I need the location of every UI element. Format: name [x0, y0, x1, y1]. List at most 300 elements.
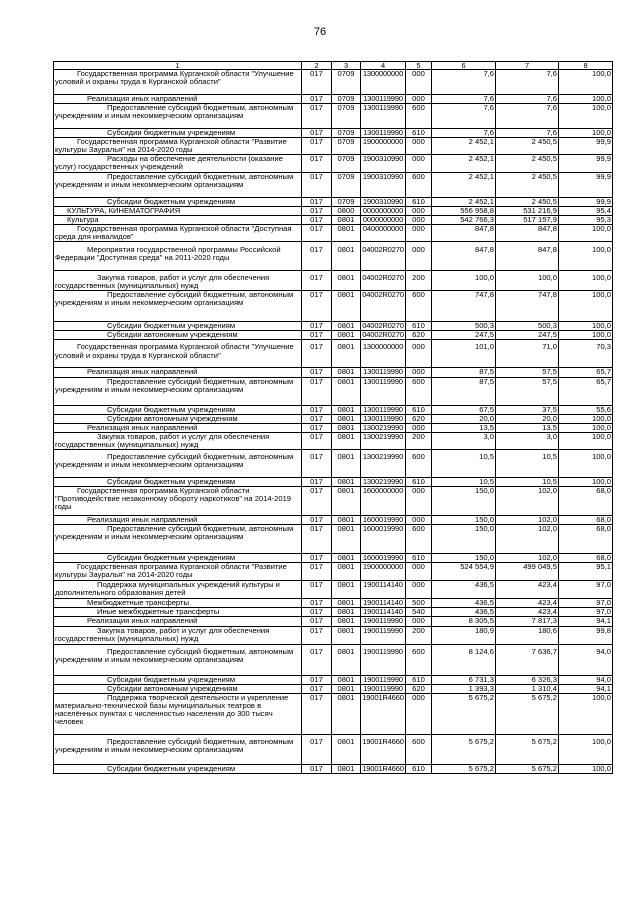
row-percent-cell: 68,0	[559, 525, 613, 554]
row-name-text: КУЛЬТУРА, КИНЕМАТОГРАФИЯ	[67, 206, 181, 215]
row-executed-cell: 57,5	[496, 368, 559, 377]
row-target-article-cell: 19001R4660	[361, 734, 406, 764]
row-name-cell	[54, 675, 302, 684]
row-planned-cell: 7,6	[432, 70, 496, 95]
row-section-cell: 0801	[332, 734, 361, 764]
header-cell: 3	[332, 62, 361, 70]
table-row	[54, 487, 613, 516]
row-target-article-cell: 1900310990	[361, 197, 406, 206]
row-name-cell	[54, 138, 302, 155]
row-target-article-cell: 1300119990	[361, 129, 406, 138]
row-grbs-cell: 017	[302, 104, 332, 129]
table-row	[54, 675, 613, 684]
row-name-text: Субсидии бюджетным учреждениям	[107, 321, 236, 331]
row-percent-cell: 100,0	[559, 423, 613, 432]
row-section-cell: 0801	[332, 331, 361, 340]
row-percent-cell: 100,0	[559, 734, 613, 764]
row-target-article-cell: 0000000000	[361, 215, 406, 224]
table-row	[54, 368, 613, 377]
row-planned-cell: 10,5	[432, 477, 496, 486]
row-planned-cell: 524 554,9	[432, 563, 496, 581]
row-expense-type-cell: 000	[406, 563, 432, 581]
row-expense-type-cell: 600	[406, 377, 432, 405]
row-target-article-cell: 04002R0270	[362, 321, 404, 331]
row-target-article-cell: 1900114140	[361, 581, 406, 599]
row-name-cell	[54, 449, 302, 477]
row-expense-type-cell: 600	[406, 525, 432, 554]
row-planned-cell: 2 452,1	[432, 172, 496, 197]
row-planned-cell: 87,5	[432, 377, 496, 405]
table-row	[54, 684, 613, 693]
row-name-text: Предоставление субсидий бюджетным, автономным учреждениям и иным некоммерческим организациям	[55, 736, 294, 754]
table-row	[54, 525, 613, 554]
row-expense-type-cell: 620	[406, 414, 432, 423]
row-section-cell: 0801	[332, 554, 361, 563]
row-name-text: Предоставление субсидий бюджетным, автономным учреждениям и иным некоммерческим организациям	[55, 524, 294, 542]
row-target-article-cell: 1900000000	[361, 563, 406, 581]
row-planned-cell: 5 675,2	[432, 764, 496, 773]
table-row	[54, 477, 613, 486]
row-section-cell: 0801	[332, 617, 361, 626]
row-name-text: Мероприятия государственной программы Российской Федерации "Доступная среда" на 2011-2020 годы	[55, 245, 281, 263]
row-planned-cell: 5 675,2	[432, 693, 496, 734]
row-grbs-cell: 017	[302, 242, 332, 271]
row-expense-type-cell: 610	[406, 554, 432, 563]
row-section-cell: 0801	[332, 626, 361, 644]
row-name-text: Закупка товаров, работ и услуг для обеспечения государственных (муниципальных) нужд	[55, 432, 270, 449]
row-expense-type-cell: 000	[406, 368, 432, 377]
row-name-text: Реализация иных направлений	[87, 423, 198, 432]
row-planned-cell: 542 766,3	[432, 215, 496, 224]
row-grbs-cell: 017	[302, 764, 332, 773]
row-target-article-cell: 04002R0270	[361, 291, 406, 322]
table-row	[54, 95, 613, 104]
row-expense-type-cell: 540	[406, 608, 432, 617]
row-expense-type-cell: 610	[406, 764, 432, 773]
header-row	[54, 62, 613, 70]
row-target-article-cell: 1300119990	[361, 377, 406, 405]
row-planned-cell: 2 452,1	[432, 138, 496, 155]
row-name-cell	[54, 516, 302, 525]
table-row	[54, 129, 613, 138]
row-name-text: Предоставление субсидий бюджетным, автономным учреждениям и иным некоммерческим организациям	[55, 290, 294, 308]
row-expense-type-cell: 600	[406, 449, 432, 477]
row-section-cell: 0709	[332, 197, 361, 206]
row-name-text: Субсидии бюджетным учреждениям	[107, 405, 236, 414]
row-executed-cell: 5 675,2	[496, 764, 559, 773]
table-row	[54, 414, 613, 423]
row-name-text: Закупка товаров, работ и услуг для обеспечения государственных (муниципальных) нужд	[55, 626, 270, 643]
row-grbs-cell: 017	[302, 70, 332, 95]
row-target-article-cell: 1600000000	[361, 487, 406, 516]
row-target-article-cell: 04002R0270	[361, 242, 406, 271]
table-row	[54, 377, 613, 405]
row-executed-cell: 100,0	[496, 271, 559, 291]
row-target-article-cell: 1900119990	[361, 675, 406, 684]
row-percent-cell: 100,0	[559, 129, 613, 138]
row-planned-cell: 67,5	[432, 405, 496, 414]
row-section-cell: 0801	[332, 563, 361, 581]
row-planned-cell: 180,9	[432, 626, 496, 644]
row-section-cell: 0801	[332, 405, 361, 414]
row-expense-type-cell: 600	[406, 734, 432, 764]
row-grbs-cell: 017	[302, 138, 332, 155]
row-target-article-cell: 1300219990	[361, 423, 406, 432]
row-name-text: Государственная программа Курганской области "Улучшение условий и охраны труда в Курганской области"	[55, 69, 294, 87]
row-name-text: Поддержка творческой деятельности и укрепление материально-технической базы муниципальных театров в населённых пунктах с численностью населения до 300 тысяч человек	[55, 693, 289, 726]
row-grbs-cell: 017	[302, 172, 332, 197]
row-executed-cell: 247,5	[496, 331, 559, 340]
row-expense-type-cell: 000	[406, 693, 432, 734]
row-name-cell	[54, 734, 302, 764]
table-row	[54, 516, 613, 525]
row-section-cell: 0801	[332, 516, 361, 525]
row-expense-type-cell: 500	[406, 599, 432, 608]
row-name-cell	[54, 215, 302, 224]
row-executed-cell: 57,5	[496, 377, 559, 405]
row-name-cell	[54, 599, 302, 608]
row-grbs-cell: 017	[302, 271, 332, 291]
row-name-text: Реализация иных направлений	[87, 616, 198, 626]
table-row	[54, 224, 613, 241]
row-executed-cell: 102,0	[496, 525, 559, 554]
row-target-article-cell: 0400000000	[361, 224, 406, 241]
row-expense-type-cell: 000	[406, 617, 432, 626]
row-name-cell	[54, 487, 302, 516]
row-grbs-cell: 017	[302, 684, 332, 693]
row-expense-type-cell: 620	[406, 684, 432, 693]
row-section-cell: 0801	[332, 322, 361, 331]
row-grbs-cell: 017	[302, 155, 332, 172]
row-executed-cell: 7 636,7	[496, 644, 559, 675]
table-row	[54, 271, 613, 291]
row-grbs-cell: 017	[302, 377, 332, 405]
row-name-cell	[54, 414, 302, 423]
row-grbs-cell: 017	[302, 423, 332, 432]
row-name-text: Предоставление субсидий бюджетным, автономным учреждениям и иным некоммерческим организациям	[55, 172, 294, 189]
row-expense-type-cell: 610	[406, 322, 432, 331]
row-percent-cell: 94,1	[559, 617, 613, 626]
row-section-cell: 0801	[332, 215, 361, 224]
row-name-text: Реализация иных направлений	[87, 367, 198, 377]
row-name-cell	[54, 95, 302, 104]
row-expense-type-cell: 000	[406, 516, 432, 525]
row-name-text: Субсидии автономным учреждениям	[107, 330, 238, 340]
row-percent-cell: 68,0	[559, 516, 613, 525]
row-executed-cell: 6 326,3	[496, 675, 559, 684]
row-expense-type-cell: 000	[406, 206, 432, 215]
row-section-cell: 0801	[332, 764, 361, 773]
row-grbs-cell: 017	[302, 617, 332, 626]
table-row	[54, 197, 613, 206]
row-target-article-cell: 0000000000	[361, 206, 406, 215]
row-name-cell	[54, 197, 302, 206]
row-name-cell	[54, 626, 302, 644]
row-name-text: Поддержка муниципальных учреждений культуры и дополнительного образования детей	[55, 580, 280, 598]
row-planned-cell: 87,5	[432, 368, 496, 377]
row-section-cell: 0801	[332, 224, 361, 241]
row-percent-cell: 100,0	[559, 242, 613, 271]
row-executed-cell: 7,6	[496, 95, 559, 104]
row-expense-type-cell: 000	[406, 70, 432, 95]
row-executed-cell: 517 157,9	[496, 215, 559, 224]
row-planned-cell: 436,5	[432, 599, 496, 608]
row-name-cell	[54, 617, 302, 626]
row-expense-type-cell: 200	[406, 432, 432, 449]
row-name-text: Государственная программа Курганской области "Противодействие незаконному обороту наркотиков" на 2014-2019 годы	[55, 486, 292, 512]
row-name-text: Субсидии бюджетным учреждениям	[107, 477, 236, 486]
row-expense-type-cell: 600	[406, 172, 432, 197]
table-row	[54, 734, 613, 764]
row-section-cell: 0801	[332, 477, 361, 486]
row-percent-cell: 94,0	[559, 675, 613, 684]
row-section-cell: 0709	[332, 172, 361, 197]
table-row	[54, 331, 613, 340]
table-row	[54, 172, 613, 197]
row-planned-cell: 7,6	[432, 95, 496, 104]
row-section-cell: 0801	[332, 608, 361, 617]
row-section-cell: 0801	[332, 449, 361, 477]
row-expense-type-cell: 000	[406, 224, 432, 241]
row-expense-type-cell: 000	[406, 138, 432, 155]
row-target-article-cell: 1300000000	[361, 340, 406, 368]
row-percent-cell: 100,0	[559, 291, 613, 322]
row-planned-cell: 2 452,1	[432, 197, 496, 206]
row-executed-cell: 102,0	[496, 516, 559, 525]
row-grbs-cell: 017	[302, 599, 332, 608]
row-expense-type-cell: 610	[406, 129, 432, 138]
row-expense-type-cell: 000	[406, 242, 432, 271]
row-name-cell	[54, 764, 302, 773]
row-name-text: Предоставление субсидий бюджетным, автономным учреждениям и иным некоммерческим организациям	[55, 377, 294, 394]
row-planned-cell: 150,0	[432, 487, 496, 516]
header-cell: 7	[496, 62, 559, 70]
row-planned-cell: 10,5	[432, 449, 496, 477]
row-target-article-cell: 1600019990	[361, 554, 406, 563]
row-name-text: Государственная программа Курганской области "Развитие культуры Зауралья" на 2014-2020 годы	[55, 562, 287, 580]
row-grbs-cell: 017	[302, 644, 332, 675]
row-executed-cell: 499 049,5	[496, 563, 559, 581]
row-section-cell: 0801	[332, 414, 361, 423]
row-name-text: Реализация иных направлений	[87, 94, 198, 103]
row-planned-cell: 2 452,1	[432, 155, 496, 172]
row-expense-type-cell: 600	[406, 104, 432, 129]
row-grbs-cell: 017	[302, 693, 332, 734]
row-executed-cell: 37,5	[496, 405, 559, 414]
row-name-cell	[54, 242, 302, 271]
row-planned-cell: 101,0	[432, 340, 496, 368]
row-planned-cell: 247,5	[432, 331, 496, 340]
row-planned-cell: 150,0	[432, 525, 496, 554]
row-name-cell	[54, 563, 302, 581]
row-percent-cell: 100,0	[559, 477, 613, 486]
row-target-article-cell: 1900114140	[361, 608, 406, 617]
row-expense-type-cell: 610	[406, 675, 432, 684]
row-planned-cell: 436,5	[432, 608, 496, 617]
row-section-cell: 0801	[332, 525, 361, 554]
row-section-cell: 0801	[332, 368, 361, 377]
row-section-cell: 0709	[332, 129, 361, 138]
header-cell: 1	[54, 62, 302, 70]
row-section-cell: 0801	[332, 684, 361, 693]
row-percent-cell: 100,0	[559, 70, 613, 95]
row-target-article-cell: 1300119990	[361, 368, 406, 377]
row-executed-cell: 747,8	[496, 291, 559, 322]
table-row	[54, 563, 613, 581]
row-target-article-cell: 1300119990	[361, 95, 406, 104]
row-name-cell	[54, 684, 302, 693]
row-grbs-cell: 017	[302, 554, 332, 563]
table-row	[54, 554, 613, 563]
row-expense-type-cell: 600	[406, 644, 432, 675]
row-name-text: Межбюджетные трансферты	[87, 598, 189, 608]
row-executed-cell: 180,6	[496, 626, 559, 644]
row-percent-cell: 100,0	[559, 449, 613, 477]
row-percent-cell: 65,7	[559, 368, 613, 377]
row-target-article-cell: 1900310990	[361, 155, 406, 172]
row-percent-cell: 94,0	[559, 644, 613, 675]
row-section-cell: 0801	[332, 675, 361, 684]
row-percent-cell: 68,0	[559, 487, 613, 516]
table-row	[54, 340, 613, 368]
row-section-cell: 0709	[332, 138, 361, 155]
row-name-cell	[54, 340, 302, 368]
row-target-article-cell: 1900310990	[361, 172, 406, 197]
row-percent-cell: 99,9	[559, 197, 613, 206]
row-name-cell	[54, 104, 302, 129]
row-section-cell: 0801	[332, 340, 361, 368]
row-planned-cell: 6 731,3	[432, 675, 496, 684]
row-section-cell: 0801	[332, 423, 361, 432]
row-grbs-cell: 017	[302, 331, 332, 340]
row-name-text: Субсидии бюджетным учреждениям	[107, 764, 236, 773]
row-section-cell: 0709	[332, 104, 361, 129]
row-target-article-cell: 1900119990	[361, 684, 406, 693]
row-expense-type-cell: 600	[406, 291, 432, 322]
row-section-cell: 0801	[332, 693, 361, 734]
row-planned-cell: 556 958,8	[432, 206, 496, 215]
row-executed-cell: 500,3	[496, 322, 559, 331]
row-name-text: Государственная программа Курганской области "Развитие культуры Зауралья" на 2014-2020 годы	[55, 137, 287, 155]
row-executed-cell: 102,0	[496, 554, 559, 563]
row-percent-cell: 95,3	[559, 215, 613, 224]
row-percent-cell: 95,1	[559, 563, 613, 581]
row-percent-cell: 65,7	[559, 377, 613, 405]
row-target-article-cell: 1900119990	[361, 626, 406, 644]
row-name-cell	[54, 432, 302, 449]
row-section-cell: 0801	[332, 271, 361, 291]
row-section-cell: 0801	[332, 599, 361, 608]
row-grbs-cell: 017	[302, 432, 332, 449]
row-executed-cell: 20,0	[496, 414, 559, 423]
row-executed-cell: 71,0	[496, 340, 559, 368]
row-grbs-cell: 017	[302, 340, 332, 368]
row-name-cell	[54, 271, 302, 291]
table-row	[54, 215, 613, 224]
row-target-article-cell: 1600019990	[361, 516, 406, 525]
row-name-cell	[54, 224, 302, 241]
table-row	[54, 242, 613, 271]
row-planned-cell: 8 124,6	[432, 644, 496, 675]
row-expense-type-cell: 000	[406, 155, 432, 172]
row-percent-cell: 100,0	[559, 104, 613, 129]
row-target-article-cell: 1600019990	[361, 525, 406, 554]
row-percent-cell: 97,0	[559, 599, 613, 608]
row-name-cell	[54, 172, 302, 197]
row-percent-cell: 99,8	[559, 626, 613, 644]
row-percent-cell: 70,3	[559, 340, 613, 368]
row-percent-cell: 100,0	[559, 414, 613, 423]
row-grbs-cell: 017	[302, 626, 332, 644]
row-target-article-cell: 1300219990	[361, 477, 406, 486]
row-planned-cell: 13,5	[432, 423, 496, 432]
row-name-cell	[54, 291, 302, 322]
row-section-cell: 0801	[332, 487, 361, 516]
row-name-cell	[54, 155, 302, 172]
row-name-text: Реализация иных направлений	[87, 515, 198, 525]
table-row	[54, 581, 613, 599]
row-percent-cell: 100,0	[559, 95, 613, 104]
row-name-text: Предоставление субсидий бюджетным, автономным учреждениям и иным некоммерческим организациям	[55, 451, 294, 470]
row-section-cell: 0801	[332, 377, 361, 405]
header-cell: 8	[559, 62, 613, 70]
row-grbs-cell: 017	[302, 224, 332, 241]
row-name-cell	[54, 554, 302, 563]
row-name-text: Государственная программа Курганской области "Доступная среда для инвалидов"	[55, 224, 292, 241]
row-grbs-cell: 017	[302, 525, 332, 554]
row-grbs-cell: 017	[302, 675, 332, 684]
row-grbs-cell: 017	[302, 405, 332, 414]
row-target-article-cell: 1300219990	[361, 432, 406, 449]
table-row	[54, 432, 613, 449]
row-executed-cell: 7,6	[496, 70, 559, 95]
row-name-text: Предоставление субсидий бюджетным, автономным учреждениям и иным некоммерческим организациям	[55, 103, 294, 121]
row-target-article-cell: 1900119990	[361, 617, 406, 626]
table-row	[54, 70, 613, 95]
row-percent-cell: 100,0	[559, 432, 613, 449]
row-expense-type-cell: 610	[406, 477, 432, 486]
row-executed-cell: 423,4	[496, 608, 559, 617]
row-name-cell	[54, 206, 302, 215]
row-grbs-cell: 017	[302, 129, 332, 138]
row-grbs-cell: 017	[302, 368, 332, 377]
row-grbs-cell: 017	[302, 215, 332, 224]
row-name-text: Культура	[67, 215, 99, 224]
row-name-text: Субсидии бюджетным учреждениям	[107, 675, 236, 684]
row-executed-cell: 3,0	[496, 432, 559, 449]
row-grbs-cell: 017	[302, 608, 332, 617]
row-expense-type-cell: 620	[406, 331, 432, 340]
row-executed-cell: 847,8	[496, 242, 559, 271]
table-row	[54, 138, 613, 155]
row-percent-cell: 95,4	[559, 206, 613, 215]
row-executed-cell: 102,0	[496, 487, 559, 516]
row-section-cell: 0709	[332, 95, 361, 104]
row-section-cell: 0801	[332, 291, 361, 322]
row-percent-cell: 99,9	[559, 155, 613, 172]
row-executed-cell: 10,5	[496, 449, 559, 477]
row-section-cell: 0801	[332, 644, 361, 675]
row-executed-cell: 7,6	[496, 104, 559, 129]
row-name-cell	[54, 423, 302, 432]
row-planned-cell: 7,6	[432, 129, 496, 138]
row-expense-type-cell: 000	[406, 581, 432, 599]
row-executed-cell: 1 310,4	[496, 684, 559, 693]
row-planned-cell: 500,3	[432, 322, 496, 331]
row-planned-cell: 150,0	[432, 554, 496, 563]
row-percent-cell: 100,0	[559, 271, 613, 291]
row-name-text: Государственная программа Курганской области "Улучшение условий и охраны труда в Курганской области"	[55, 342, 294, 360]
